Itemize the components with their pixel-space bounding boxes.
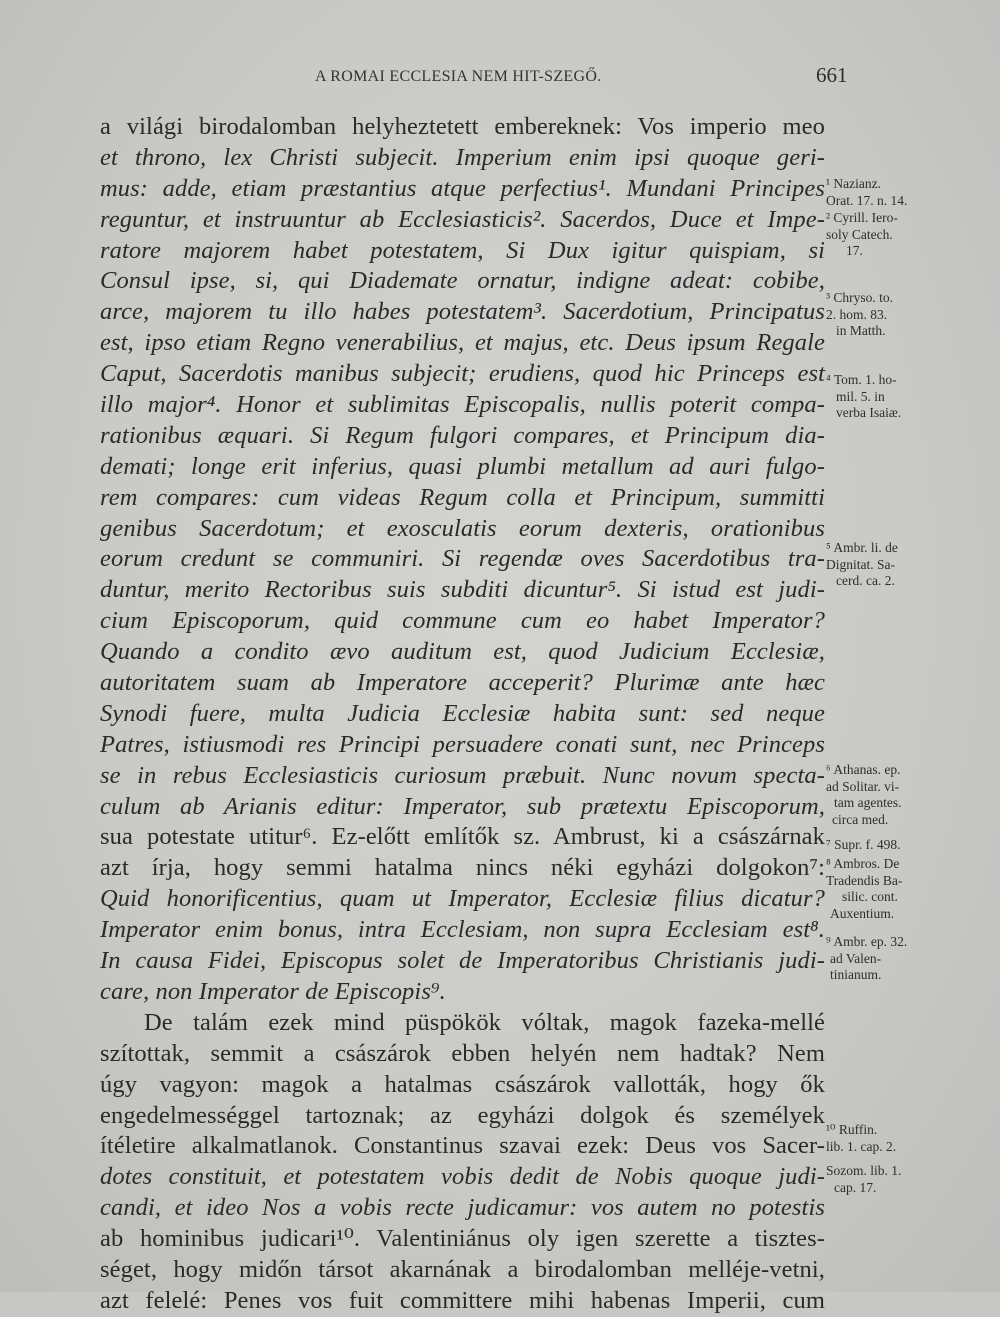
margin-note-line: ⁸ Ambros. De [826,856,900,871]
margin-note-11 [826,1163,996,1196]
margin-note-line: ⁴ Tom. 1. ho- [826,372,897,387]
margin-note-5 [826,540,996,590]
text-line: autoritatem suam ab Imperatore acceperit? Plurimæ ante hæc [100,669,825,697]
margin-note-line: 2. hom. 83. [826,306,888,322]
margin-note-line: ¹⁰ Ruffin. [826,1122,878,1137]
text-line: Synodi fuere, multa Judicia Ecclesiæ habita sunt: sed neque [100,699,825,727]
margin-note-2 [826,210,996,260]
text-line: duntur, merito Rectoribus suis subditi dicuntur⁵. Si istud est judi- [100,576,825,604]
margin-note-line: verba Isaiæ. [836,405,902,420]
text-line: se in rebus Ecclesiasticis curiosum præbuit. Nunc novum specta- [100,761,825,789]
text-line: szítottak, semmit a császárok ebben helyén nem hadtak? Nem [100,1039,825,1067]
margin-note-line: ad Valen- [830,950,882,966]
text-line: rem compares: cum videas Regum colla et Principum, summitti [100,483,825,511]
margin-note-line: Tradendis Ba- [826,872,903,888]
text-line: ratore majorem habet potestatem, Si Dux igitur quispiam, si [100,236,825,264]
text-line: In causa Fidei, Episcopus solet de Imperatoribus Christianis judi- [100,947,825,975]
margin-note-3 [826,290,996,340]
text-line: Quid honorificentius, quam ut Imperator, Ecclesiæ filius dicatur? [100,885,825,913]
margin-note-line: ⁹ Ambr. ep. 32. [826,934,908,949]
margin-note-line: tam agentes. [834,795,902,810]
running-title: A ROMAI ECCLESIA NEM HIT-SZEGŐ. [315,68,602,85]
text-line: azt felelé: Penes vos fuit committere mihi habenas Imperii, cum [100,1286,825,1314]
margin-note-line: Auxentium. [830,905,895,921]
page-number: 661 [816,63,848,87]
margin-note-line: lib. 1. cap. 2. [826,1138,897,1154]
margin-note-9 [826,934,996,984]
margin-note-line: ⁶ Athanas. ep. [826,762,901,777]
text-line: Consul ipse, si, qui Diademate ornatur, indigne adeat: cobibe, [100,267,825,295]
margin-note-line: 17. [846,243,863,258]
margin-note-1 [826,176,996,209]
margin-note-7 [826,837,996,854]
margin-note-line: cap. 17. [834,1179,877,1195]
main-text [100,112,825,1317]
margin-note-6 [826,762,996,828]
margin-note-line: Sozom. lib. 1. [826,1163,902,1178]
text-line: ítéletire alkalmatlanok. Constantinus szavai ezek: Deus vos Sacer- [100,1132,825,1160]
text-line: cium Episcoporum, quid commune cum eo habet Imperator? [100,607,825,635]
margin-note-line: ¹ Nazianz. [826,176,882,191]
text-line: reguntur, et instruuntur ab Ecclesiasticis². Sacerdos, Duce et Impe- [100,205,825,233]
margin-note-line: ad Solitar. vi- [826,778,900,794]
text-line: dotes constituit, et potestatem vobis dedit de Nobis quoque judi- [100,1163,825,1191]
text-line: care, non Imperator de Episcopis⁹. [100,977,446,1005]
margin-note-line: soly Catech. [826,226,893,242]
text-line: arce, majorem tu illo habes potestatem³. Sacerdotium, Principatus [100,298,825,326]
margin-note-4 [826,372,996,422]
text-line: Patres, istiusmodi res Principi persuadere conati sunt, nec Princeps [100,730,825,758]
text-line: úgy vagyon: magok a hatalmas császárok vallották, hogy ők [100,1070,825,1098]
text-line: et throno, lex Christi subjecit. Imperium enim ipsi quoque geri- [100,143,825,171]
margin-note-line: circa med. [832,811,889,827]
margin-note-line: ⁷ Supr. f. 498. [826,837,901,852]
text-line: est, ipso etiam Regno venerabilius, et majus, etc. Deus ipsum Regale [100,329,825,357]
text-line: mus: adde, etiam præstantius atque perfectius¹. Mundani Principes [100,174,825,202]
margin-note-8 [826,856,996,922]
text-line: culum ab Arianis editur: Imperator, sub prætextu Episcoporum, [100,792,825,820]
text-line: candi, et ideo Nos a vobis recte judicamur: vos autem no potestis [100,1194,825,1222]
margin-note-line: ⁵ Ambr. li. de [826,540,898,555]
margin-note-line: in Matth. [836,323,886,338]
text-line: Quando a condito ævo auditum est, quod Judicium Ecclesiæ, [100,638,825,666]
text-line: Imperator enim bonus, intra Ecclesiam, non supra Ecclesiam est⁸. [100,916,825,944]
margin-note-line: ² Cyrill. Iero- [826,210,898,225]
text-line: ab hominibus judicari¹⁰. Valentiniánus oly igen szerette a tisztes- [100,1225,825,1253]
margin-note-10 [826,1122,996,1155]
margin-note-line: tinianum. [830,967,882,982]
text-line: engedelmességgel tartoznak; az egyházi dolgok és személyek [100,1101,825,1129]
margin-note-line: silic. cont. [842,889,898,904]
text-line: rationibus æquari. Si Regum fulgori compares, et Principum dia- [100,421,825,449]
text-line: eorum credunt se communiri. Si regendæ oves Sacerdotibus tra- [100,545,825,573]
page-header [0,62,1000,92]
margin-note-line: Orat. 17. n. 14. [826,192,908,208]
text-line: sua potestate utitur⁶. Ez-előtt említők sz. Ambrust, ki a császárnak [100,823,825,851]
text-line: genibus Sacerdotum; et exosculatis eorum dexteris, orationibus [100,514,825,542]
text-line: illo major⁴. Honor et sublimitas Episcopalis, nullis poterit compa- [100,391,825,419]
text-line: séget, hogy midőn társot akarnának a birodalomban melléje-vetni, [100,1255,825,1283]
text-line: demati; longe erit inferius, quasi plumbi metallum ad auri fulgo- [100,452,825,480]
margin-note-line: Dignitat. Sa- [826,556,895,572]
margin-note-line: cerd. ca. 2. [836,573,895,588]
margin-note-line: mil. 5. in [836,388,885,404]
text-line: De talám ezek mind püspökök vóltak, magok fazeka-mellé [144,1008,825,1036]
text-line: azt írja, hogy semmi hatalma nincs néki egyházi dolgokon⁷: [100,854,825,882]
text-line: Caput, Sacerdotis manibus subjecit; erudiens, quod hic Princeps est [100,360,825,388]
text-line: a világi birodalomban helyheztetett embereknek: Vos imperio meo [100,113,825,140]
margin-note-line: ³ Chryso. to. [826,290,894,305]
